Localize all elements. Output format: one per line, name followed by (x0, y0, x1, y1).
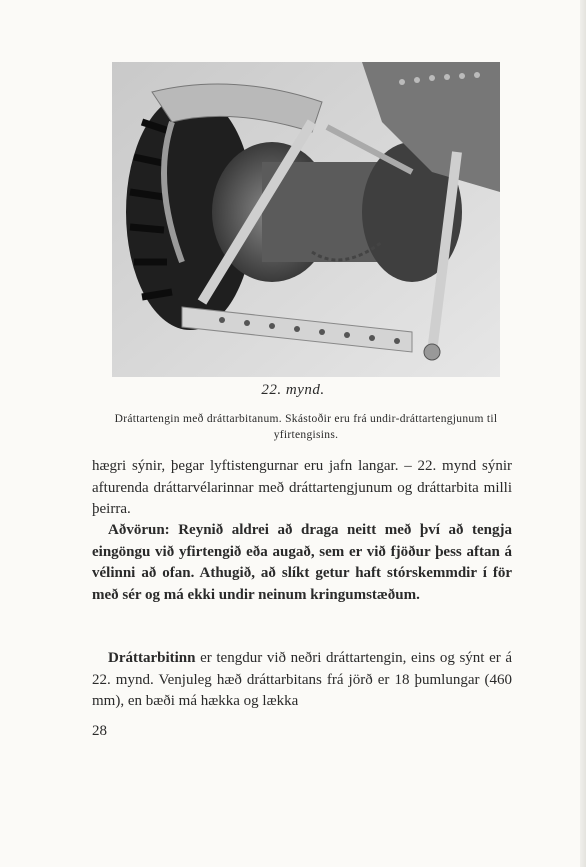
paragraph-1: hægri sýnir, þegar lyftistengurnar eru jafn langar. – 22. mynd sýnir afturenda dráttarvélarinnar með dráttartengjunum og dráttarbita milli þeirra. (92, 458, 512, 517)
figure-photo (112, 62, 500, 377)
page-edge (580, 0, 586, 867)
paragraph-3 (92, 648, 512, 713)
paragraph-warning: Aðvörun: Reynið aldrei að draga neitt með því að tengja eingöngu við yfirtengið eða augað, sem er við fjöður þess aftan á vélinni að ofan. Athugið, að slíkt getur haft stórskemmdir í för með sér og má ekki undir neinum kringumstæðum. (92, 522, 512, 603)
figure-caption-text: Dráttartengin með dráttarbitanum. Skástoðir eru frá undir-dráttartengjunum til yfirtengisins. (114, 413, 498, 441)
page-number: 28 (92, 723, 107, 739)
figure-caption-title: 22. mynd. (261, 382, 325, 398)
paragraph-3-lead: Dráttarbitinn (108, 650, 196, 666)
paragraph-3-rest: er tengdur við neðri dráttartengin, eins og sýnt er á 22. mynd. Venjuleg hæð dráttarbitans frá jörð er 18 þumlungar (460 mm), en bæði má hækka og lækka (92, 650, 512, 709)
